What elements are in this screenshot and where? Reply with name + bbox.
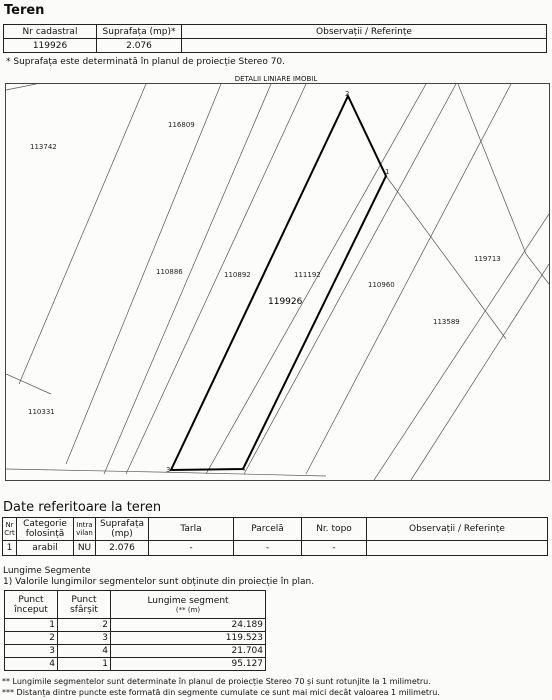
segment-start: 2: [5, 632, 58, 645]
ref-cell-nrtopo: -: [302, 541, 367, 556]
ref-cell-suprafata: 2.076: [96, 541, 149, 556]
teren-title: Teren: [4, 3, 45, 18]
parcel-boundary-line: [374, 214, 549, 480]
teren-header-cadastral: Nr cadastral: [4, 25, 97, 39]
segment-start: 4: [5, 658, 58, 671]
parcel-boundary-line: [411, 264, 549, 480]
parcel-boundary-line: [104, 84, 271, 474]
ref-cell-nr: 1: [3, 541, 17, 556]
segment-end: 2: [58, 619, 111, 632]
parcel-label-119926: 119926: [268, 297, 303, 307]
teren-table: [3, 24, 547, 53]
teren-cell-observatii: [182, 39, 547, 53]
segment-length: 21.704: [111, 645, 266, 658]
ref-header-suprafata: Suprafața (mp): [96, 518, 149, 541]
parcel-label-110886: 110886: [156, 268, 183, 276]
segment-end: 1: [58, 658, 111, 671]
ref-header-nr: Nr Crt: [3, 518, 17, 541]
parcel-boundary-line: [126, 84, 306, 474]
ref-cell-categorie: arabil: [17, 541, 74, 556]
parcel-boundary-line: [6, 84, 36, 90]
ref-cell-observatii: [367, 541, 548, 556]
table-row: [5, 658, 266, 671]
ref-cell-intravilan: NU: [74, 541, 96, 556]
ref-title: Date referitoare la teren: [3, 500, 162, 515]
point-label-1: 1: [385, 168, 390, 176]
segment-start: 3: [5, 645, 58, 658]
segment-length: 95.127: [111, 658, 266, 671]
segments-note-1: ** Lungimile segmentelor sunt determinate în planul de proiecție Stereo 70 și sunt rotunjite la 1 milimetru.: [2, 677, 431, 686]
point-label-4: 4: [241, 465, 246, 473]
table-row: [5, 645, 266, 658]
ref-header-categorie: Categorie folosință: [17, 518, 74, 541]
teren-cell-cadastral: 119926: [4, 39, 97, 53]
ref-header-observatii: Observații / Referințe: [367, 518, 548, 541]
parcel-label-110331: 110331: [28, 408, 55, 416]
ref-cell-parcela: -: [234, 541, 302, 556]
parcel-label-111192: 111192: [294, 271, 321, 279]
parcel-boundary-line: [206, 84, 426, 474]
segment-length: 24.189: [111, 619, 266, 632]
table-row: [5, 632, 266, 645]
parcel-boundary-line: [6, 469, 156, 472]
ref-header-parcela: Parcelă: [234, 518, 302, 541]
segment-length: 119.523: [111, 632, 266, 645]
parcel-label-113742: 113742: [30, 143, 57, 151]
segment-end: 3: [58, 632, 111, 645]
parcel-boundary-line: [458, 84, 526, 254]
parcel-label-110960: 110960: [368, 281, 395, 289]
segments-header-end: Punct sfârșit: [58, 591, 111, 619]
ref-header-tarla: Tarla: [149, 518, 234, 541]
teren-header-suprafata: Suprafața (mp)*: [97, 25, 182, 39]
parcel-boundary-line: [19, 84, 146, 384]
segments-subtitle: 1) Valorile lungimilor segmentelor sunt obținute din proiecție în plan.: [3, 577, 315, 587]
segments-table: [4, 590, 266, 671]
property-outline: [171, 96, 386, 470]
segments-header-start: Punct început: [5, 591, 58, 619]
parcel-boundary-line: [66, 84, 221, 464]
segments-note-2: *** Distanța dintre puncte este formată din segmente cumulate ce sunt mai mici decât valoarea 1 milimetru.: [2, 688, 440, 697]
parcel-label-119713: 119713: [474, 255, 501, 263]
segments-title: Lungime Segmente: [3, 566, 91, 576]
teren-note: * Suprafața este determinată în planul de proiecție Stereo 70.: [6, 57, 286, 67]
segments-header-length-label: Lungime segment: [147, 595, 229, 606]
parcel-map: [5, 83, 550, 481]
parcel-label-116809: 116809: [168, 121, 195, 129]
parcel-label-113589: 113589: [433, 318, 460, 326]
segment-end: 4: [58, 645, 111, 658]
ref-header-intravilan: Intra vilan: [74, 518, 96, 541]
segment-start: 1: [5, 619, 58, 632]
ref-header-nrtopo: Nr. topo: [302, 518, 367, 541]
teren-cell-suprafata: 2.076: [97, 39, 182, 53]
parcel-map-drawing: [6, 84, 549, 480]
map-title: DETALII LINIARE IMOBIL: [234, 75, 318, 83]
segments-header-length-unit: (** (m): [175, 605, 201, 614]
parcel-boundary-line: [6, 374, 51, 394]
parcel-boundary-line: [244, 84, 456, 474]
table-row: [5, 619, 266, 632]
segments-header-length: [111, 591, 266, 619]
ref-cell-tarla: -: [149, 541, 234, 556]
parcel-label-110892: 110892: [224, 271, 251, 279]
point-label-3: 3: [166, 466, 171, 474]
teren-header-observatii: Observații / Referințe: [182, 25, 547, 39]
ref-table: [2, 517, 548, 556]
point-label-2: 2: [345, 90, 350, 98]
